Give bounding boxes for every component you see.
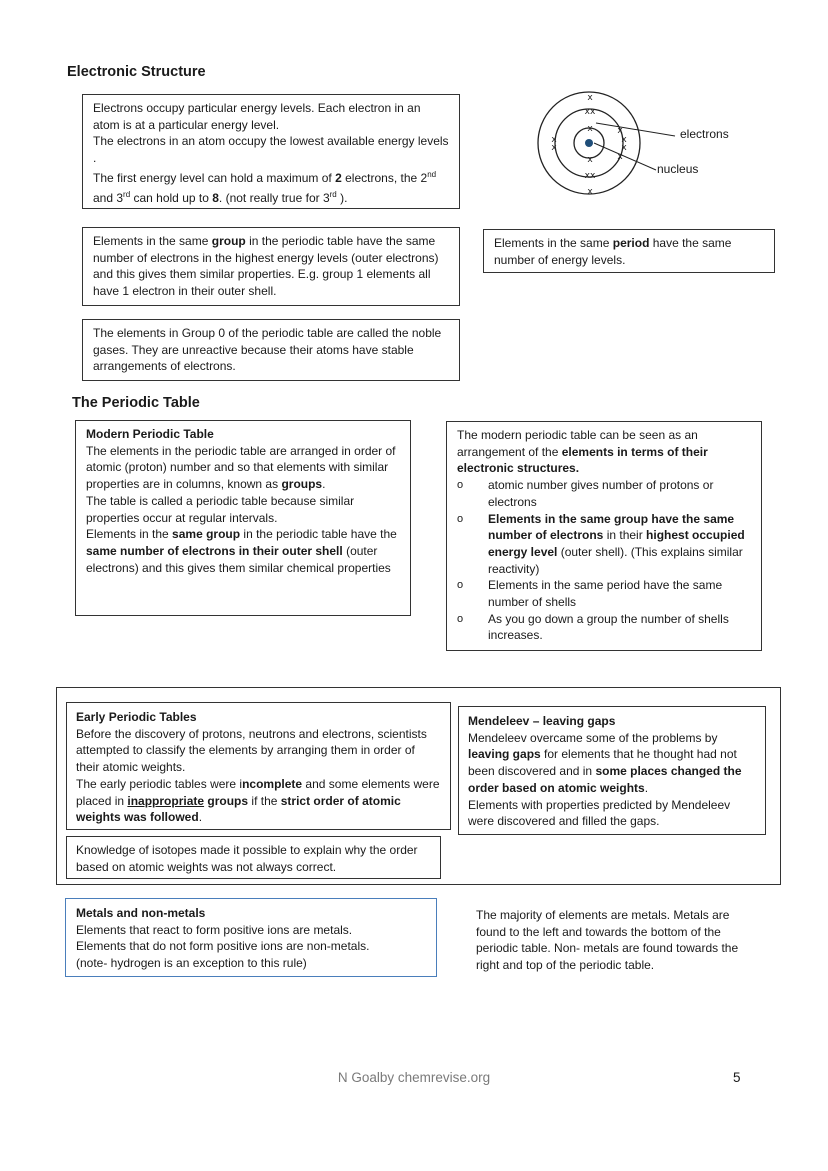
atom-diagram [530, 86, 740, 198]
metals-title: Metals and non-metals [76, 906, 206, 920]
metals-location-text: The majority of elements are metals. Metals are found to the left and towards the bottom of the periodic table. Non- metals are found towards the right and top of the periodic table. [476, 908, 739, 973]
modern-title: Modern Periodic Table [86, 427, 214, 441]
early-p1: Before the discovery of protons, neutrons and electrons, scientists attempted to classify the elements by arranging them in order of their atomic weights. [76, 726, 427, 775]
group-text: Elements in the same group in the periodic table have the same number of electrons in the highest energy levels (outer electrons) and this gives them similar properties. E.g. group 1 elements all have 1 electron in their outer shell. [93, 234, 439, 299]
energy-line-1: Electrons occupy particular energy levels. Each electron in an atom is at a particular energy level. [93, 101, 421, 132]
mendeleev-box [458, 706, 766, 835]
svg-text:x: x [587, 124, 593, 134]
modern-periodic-table-box [75, 420, 411, 616]
electronic-arrangement-box [446, 421, 762, 651]
early-title: Early Periodic Tables [76, 710, 197, 724]
energy-levels-box [82, 94, 460, 209]
modern-p1: The elements in the periodic table are arranged in order of atomic (proton) number and so that elements with similar properties are in columns, known as groups. [86, 443, 396, 492]
nucleus-icon [585, 139, 593, 147]
footer-author: N Goalby chemrevise.org [337, 1070, 491, 1085]
section-title-periodic-table: The Periodic Table [72, 395, 200, 411]
arrangement-list [457, 477, 751, 644]
svg-text:x: x [617, 152, 623, 162]
mendeleev-title: Mendeleev – leaving gaps [468, 714, 616, 728]
mendeleev-p1: Mendeleev overcame some of the problems by leaving gaps for elements that he thought had not been discovered and in some places changed the order based on atomic weights. [468, 730, 742, 795]
svg-text:x: x [617, 126, 623, 136]
period-box [483, 229, 775, 273]
noble-text: The elements in Group 0 of the periodic table are called the noble gases. They are unreactive because their atoms have stable arrangements of electrons. [93, 326, 442, 374]
energy-line-2: The electrons in an atom occupy the lowest available energy levels . [93, 134, 449, 166]
svg-text:x: x [621, 135, 627, 145]
svg-text:x: x [621, 143, 627, 153]
metals-nonmetals-box [65, 898, 437, 977]
group-box [82, 227, 460, 306]
list-item: o Elements in the same group have the same number of electrons in their highest occupied energy level (outer shell). (This explains similar reactivity) [457, 511, 751, 578]
list-item: o atomic number gives number of protons or electrons [457, 477, 751, 510]
nucleus-label: nucleus [657, 162, 699, 176]
modern-p3: Elements in the same group in the periodic table have the same number of electrons in their outer shell (outer electrons) and this gives them similar chemical properties [86, 527, 397, 575]
isotopes-box [66, 836, 441, 879]
list-item: o As you go down a group the number of shells increases. [457, 611, 751, 644]
noble-gases-box [82, 319, 460, 381]
page-number: 5 [733, 1070, 741, 1085]
metals-l2: Elements that do not form positive ions are non-metals. [76, 939, 370, 954]
electrons-pointer [596, 123, 675, 136]
svg-text:x: x [551, 143, 557, 153]
electrons-label: electrons [680, 127, 729, 141]
early-periodic-tables-box [66, 702, 451, 830]
svg-text:xx: xx [584, 171, 596, 181]
metals-l1: Elements that react to form positive ions are metals. [76, 922, 353, 937]
svg-text:x: x [587, 187, 593, 197]
svg-text:x: x [587, 93, 593, 103]
metals-l3: (note- hydrogen is an exception to this rule) [76, 956, 307, 971]
svg-text:x: x [587, 155, 593, 165]
isotopes-text: Knowledge of isotopes made it possible to explain why the order based on atomic weights was not always correct. [76, 843, 418, 874]
early-p2: The early periodic tables were incomplete and some elements were placed in inappropriate groups if the strict order of atomic weights was followed. [76, 776, 440, 825]
energy-line-3: The first energy level can hold a maximum of 2 electrons, the 2nd and 3rd can hold up to 8. (not really true for 3rd ). [93, 169, 437, 205]
arrangement-intro: The modern periodic table can be seen as an arrangement of the elements in terms of their electronic structures. [457, 428, 708, 476]
section-title-electronic-structure: Electronic Structure [67, 64, 206, 80]
modern-p2: The table is called a periodic table because similar properties occur at regular intervals. [86, 493, 355, 525]
mendeleev-p2: Elements with properties predicted by Mendeleev were discovered and filled the gaps. [468, 797, 731, 829]
period-text: Elements in the same period have the same number of energy levels. [494, 236, 732, 267]
svg-text:x: x [551, 135, 557, 145]
list-item: o Elements in the same period have the same number of shells [457, 577, 751, 610]
svg-text:xx: xx [584, 107, 596, 117]
